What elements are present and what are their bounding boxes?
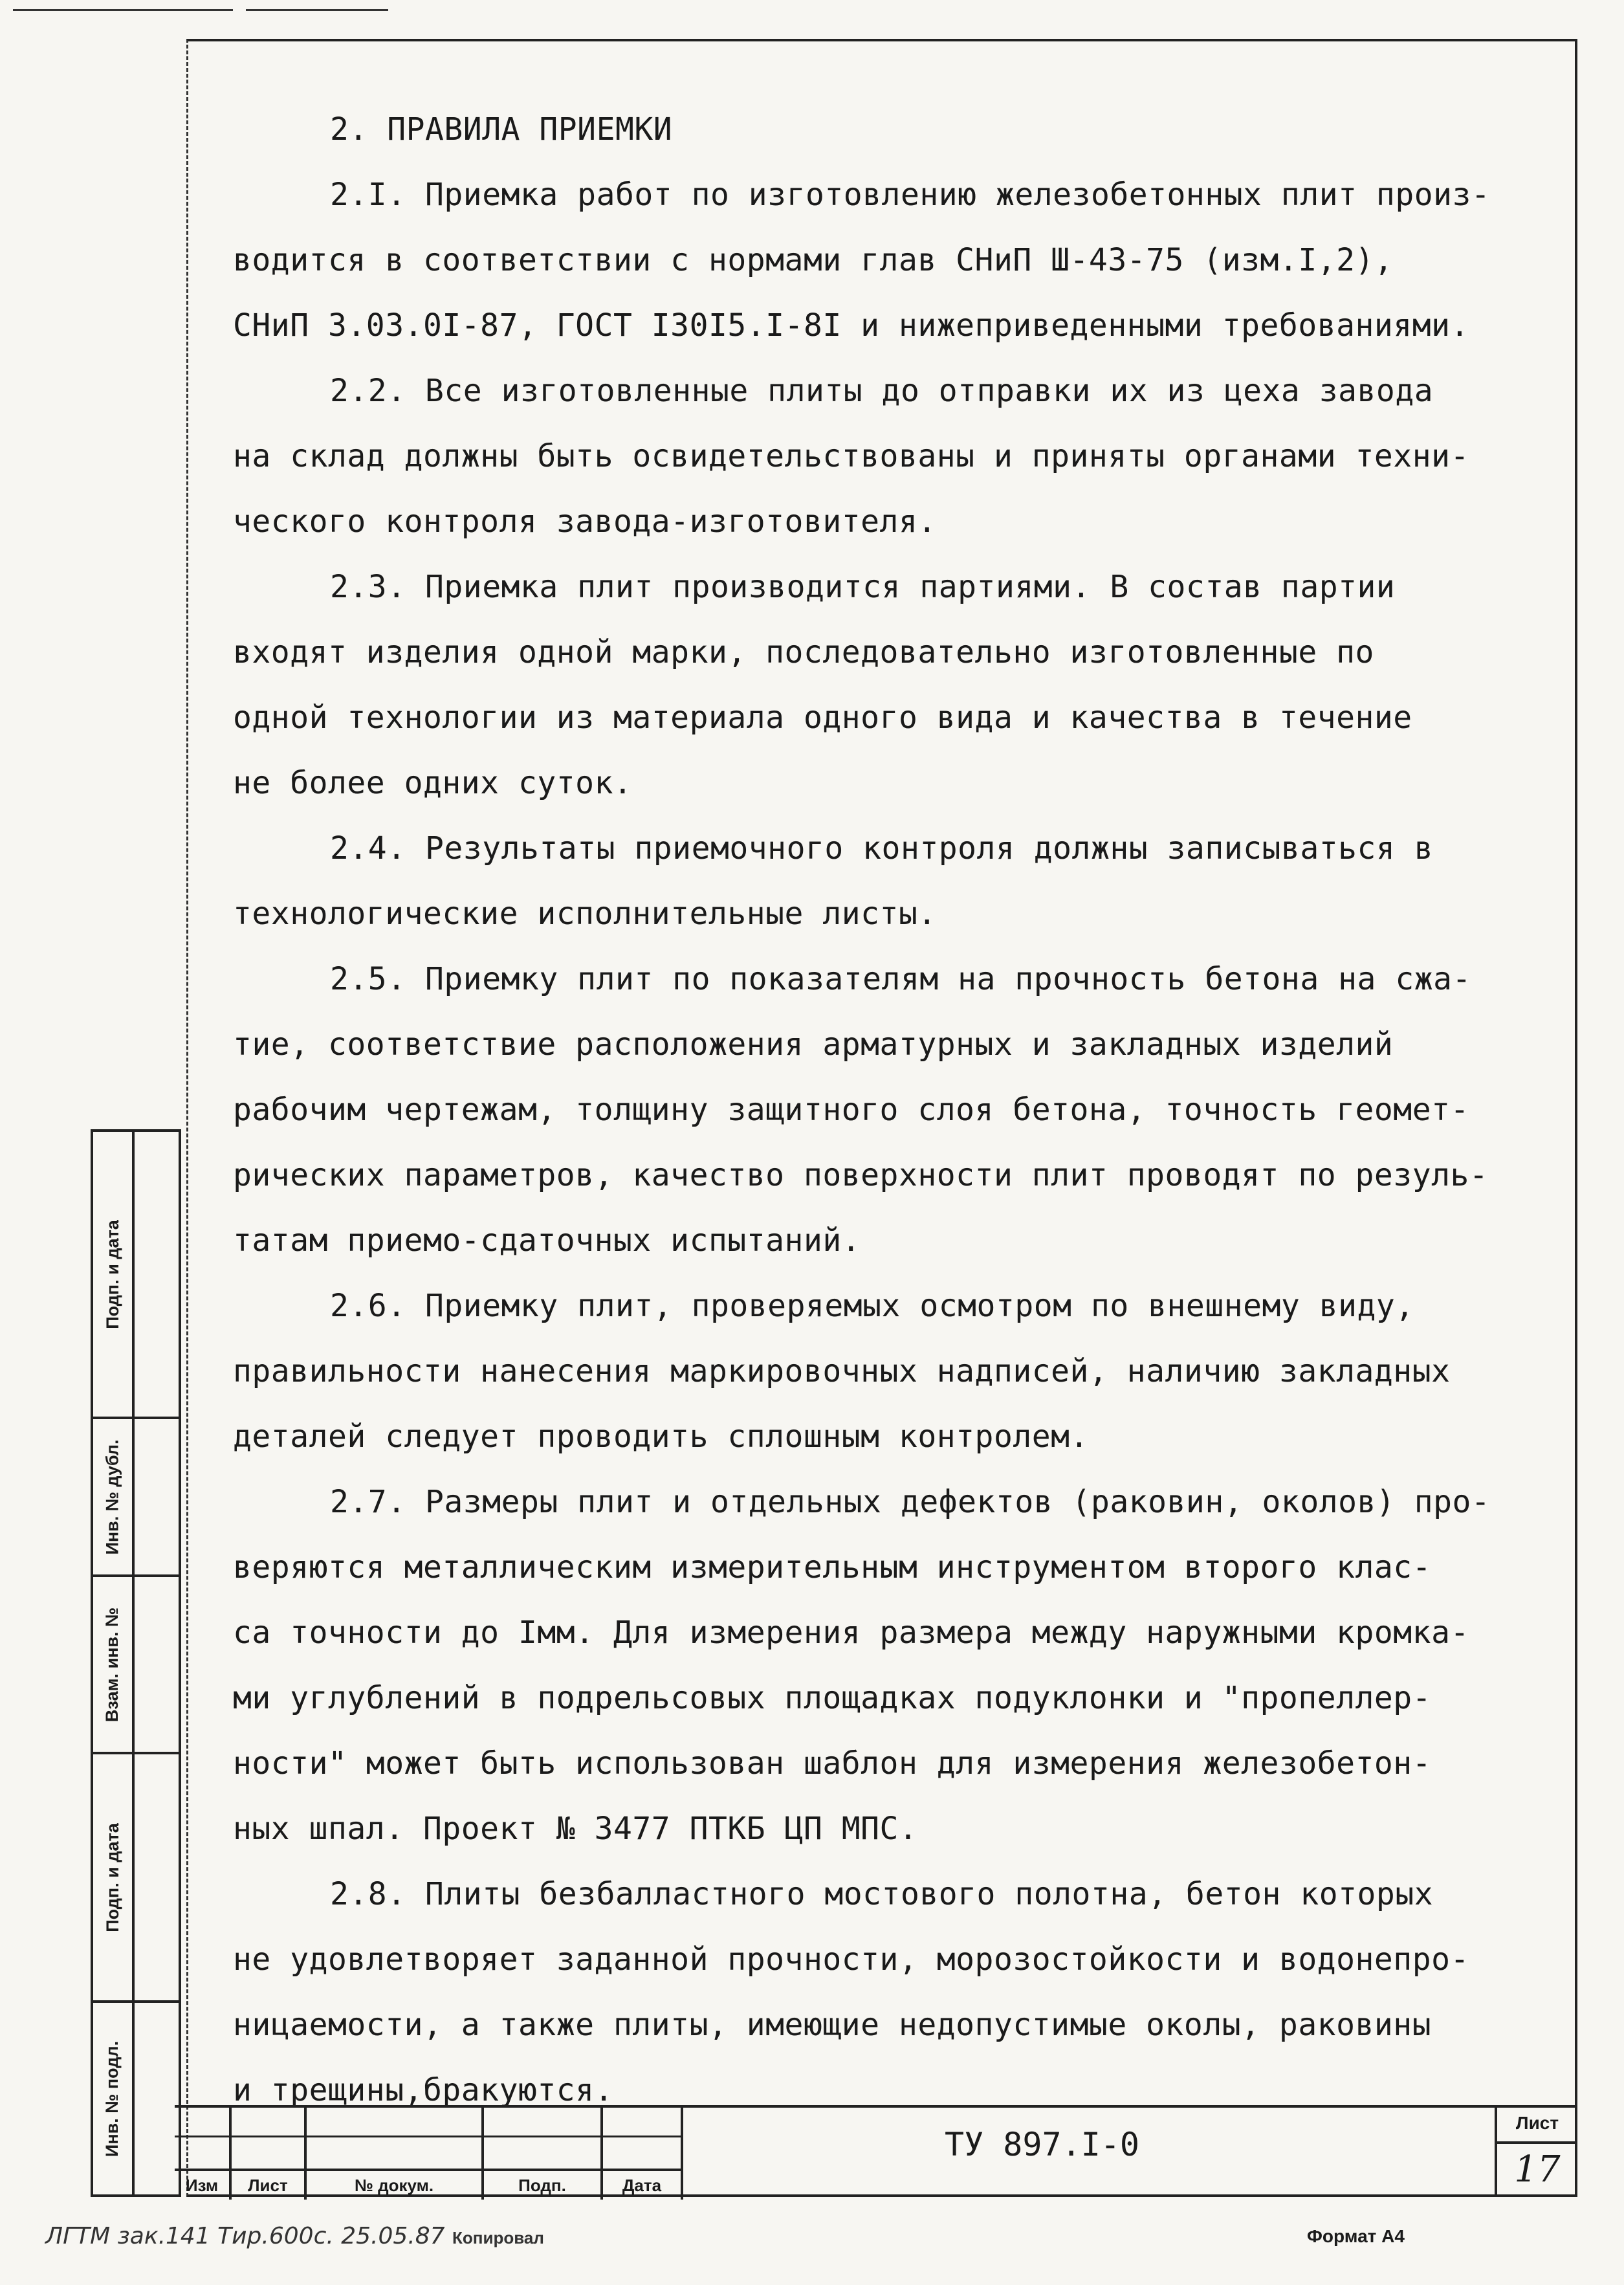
paragraph-line: ных шпал. Проект № 3477 ПТКБ ЦП МПС.	[233, 1811, 918, 1847]
paragraph-line: 2.7. Размеры плит и отдельных дефектов (раковин, околов) про-	[330, 1484, 1491, 1520]
side-label: Инв. № подл.	[102, 2040, 122, 2157]
paragraph-line: на склад должны быть освидетельствованы и приняты органами техни-	[233, 438, 1469, 474]
section-heading: 2. ПРАВИЛА ПРИЕМКИ	[330, 111, 673, 148]
stamp-col-rev	[175, 2108, 232, 2200]
sheet-box	[1495, 2105, 1577, 2197]
paragraph-line: 2.5. Приемку плит по показателям на прочность бетона на сжа-	[330, 961, 1471, 997]
stamp-col-label: Подп.	[484, 2169, 600, 2200]
side-cell-replace-inv	[93, 1577, 179, 1754]
side-cell-sign-date-1	[93, 1132, 179, 1419]
stamp-col-label: Изм	[175, 2169, 229, 2200]
top-rule	[13, 9, 233, 11]
paragraph-list	[233, 162, 1553, 2123]
sheet-label: Лист	[1497, 2105, 1577, 2144]
paragraph-line: тие, соответствие расположения арматурных и закладных изделий	[233, 1026, 1394, 1063]
paragraph-line: водится в соответствии с нормами глав СНиП Ш-43-75 (изм.I,2),	[233, 242, 1394, 278]
stamp-col-sheet	[232, 2108, 307, 2200]
paragraph-line: 2.3. Приемка плит производится партиями. В состав партии	[330, 569, 1396, 605]
sheet-number: 17	[1514, 2148, 1561, 2191]
paragraph-line: 2.8. Плиты безбалластного мостового полотна, бетон которых	[330, 1876, 1434, 1912]
side-label: Подп. и дата	[102, 1219, 122, 1329]
paragraph-line: правильности нанесения маркировочных надписей, наличию закладных	[233, 1353, 1451, 1389]
format-label: Формат А4	[1307, 2226, 1405, 2246]
paragraph-line: 2.6. Приемку плит, проверяемых осмотром по внешнему виду,	[330, 1288, 1414, 1324]
side-approval-strip	[91, 1129, 181, 2197]
side-label: Подп. и дата	[102, 1822, 122, 1932]
paragraph-line: 2.2. Все изготовленные плиты до отправки их из цеха завода	[330, 373, 1434, 409]
side-label: Инв. № дубл.	[102, 1439, 122, 1555]
paragraph	[233, 947, 1553, 1274]
top-rule	[246, 9, 388, 11]
paragraph-line: ности" может быть использован шаблон для измерения железобетон-	[233, 1745, 1432, 1782]
paragraph-line: деталей следует проводить сплошным контролем.	[233, 1418, 1089, 1455]
paragraph-line: татам приемо-сдаточных испытаний.	[233, 1222, 861, 1259]
paragraph-line: рабочим чертежам, толщину защитного слоя бетона, точность геомет-	[233, 1092, 1469, 1128]
paragraph-line: веряются металлическим измерительным инструментом второго клас-	[233, 1549, 1432, 1585]
paragraph-line: и трещины,бракуются.	[233, 2072, 613, 2108]
side-cell-sign-date-2	[93, 1754, 179, 2003]
copied-label: Копировал	[452, 2228, 544, 2247]
paragraph	[233, 1274, 1553, 1470]
document-body	[233, 97, 1553, 2123]
stamp-col-label: № докум.	[307, 2169, 481, 2200]
paragraph	[233, 816, 1553, 947]
paragraph-line: рических параметров, качество поверхности плит проводят по резуль-	[233, 1157, 1489, 1193]
paragraph	[233, 555, 1553, 816]
title-block	[175, 2105, 1577, 2200]
paragraph-line: входят изделия одной марки, последовательно изготовленные по	[233, 634, 1374, 670]
side-cell-dup-inv	[93, 1419, 179, 1577]
paragraph-line: ческого контроля завода-изготовителя.	[233, 503, 937, 540]
paragraph-line: 2.4. Результаты приемочного контроля должны записываться в	[330, 830, 1434, 867]
side-label: Взам. инв. №	[102, 1607, 122, 1722]
paragraph-line: ницаемости, а также плиты, имеющие недопустимые околы, раковины	[233, 2007, 1432, 2043]
document-code: ТУ 897.I-0	[945, 2126, 1140, 2163]
paragraph-line: не более одних суток.	[233, 765, 633, 801]
stamp-col-label: Лист	[232, 2169, 304, 2200]
paragraph-line: технологические исполнительные листы.	[233, 896, 937, 932]
stamp-col-date	[603, 2108, 683, 2200]
paragraph-line: СНиП 3.03.0I-87, ГОСТ I30I5.I-8I и нижеприведенными требованиями.	[233, 307, 1469, 344]
footer-print-info	[45, 2223, 544, 2249]
stamp-col-doc	[307, 2108, 484, 2200]
paragraph-line: са точности до Iмм. Для измерения размера между наружными кромка-	[233, 1615, 1469, 1651]
paragraph	[233, 162, 1553, 359]
print-run-note: ЛГТМ зак.141 Тир.600с. 25.05.87	[45, 2223, 445, 2249]
stamp-col-label: Дата	[603, 2169, 681, 2200]
paragraph	[233, 1862, 1553, 2123]
paragraph-line: ми углублений в подрельсовых площадках подуклонки и "пропеллер-	[233, 1680, 1432, 1716]
stamp-col-sign	[484, 2108, 603, 2200]
side-cell-orig-inv	[93, 2003, 179, 2194]
paragraph-line: 2.I. Приемка работ по изготовлению железобетонных плит произ-	[330, 177, 1491, 213]
paragraph	[233, 359, 1553, 555]
paragraph-line: не удовлетворяет заданной прочности, морозостойкости и водонепро-	[233, 1941, 1469, 1978]
paragraph	[233, 1470, 1553, 1862]
paragraph-line: одной технологии из материала одного вида и качества в течение	[233, 700, 1412, 736]
